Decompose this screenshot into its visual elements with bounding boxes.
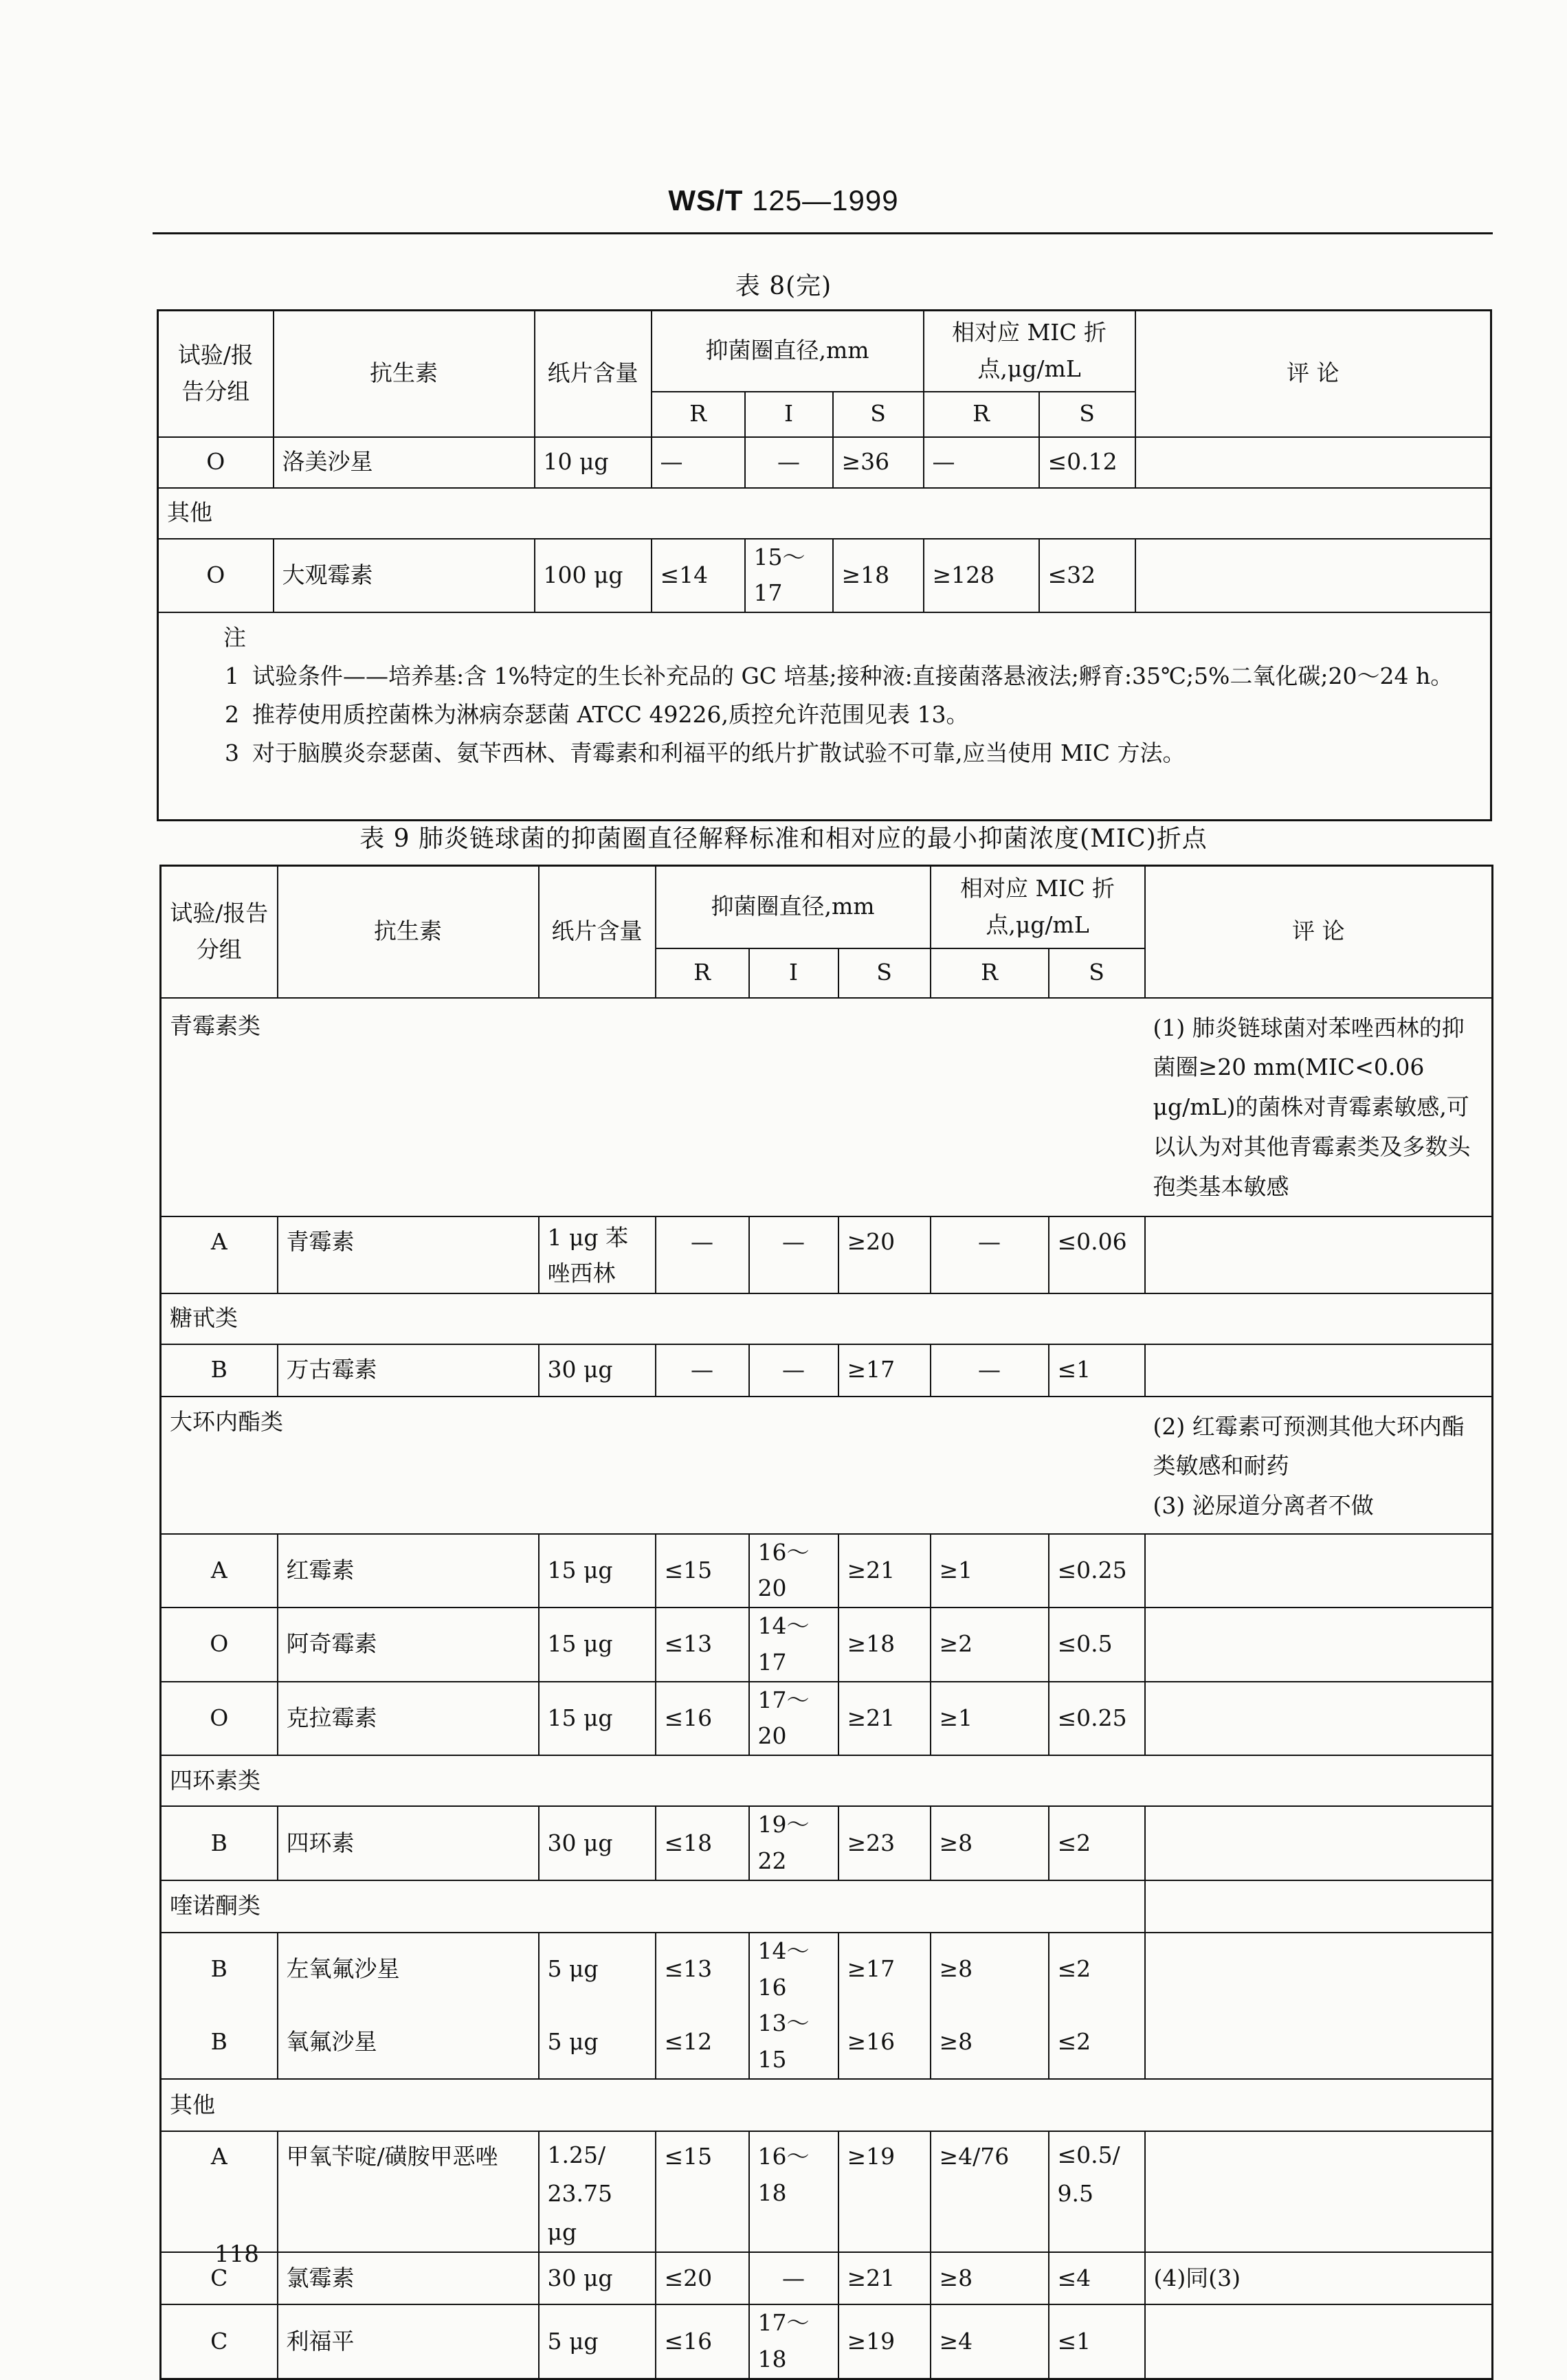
table-row — [158, 539, 1491, 613]
table-row — [161, 1608, 1493, 1682]
cell-disk: 100 μg — [535, 539, 652, 613]
cell-comment — [1145, 1933, 1493, 2006]
cell-mR: ≥8 — [931, 1933, 1049, 2006]
t9-head-mR: R — [931, 948, 1049, 998]
cell-R: ≤12 — [656, 2005, 749, 2079]
section-row — [161, 1880, 1493, 1933]
cell-R: — — [656, 1344, 749, 1397]
table-row — [161, 1216, 1493, 1293]
t9-head-zone: 抑菌圈直径,mm — [656, 866, 931, 948]
table-row — [158, 437, 1491, 488]
t9-head-I: I — [749, 948, 838, 998]
cell-comment — [1145, 2131, 1493, 2252]
cell-group: B — [161, 1806, 278, 1880]
note-text: 对于脑膜炎奈瑟菌、氨苄西林、青霉素和利福平的纸片扩散试验不可靠,应当使用 MIC 方法。 — [252, 739, 1186, 767]
note-text: 试验条件——培养基:含 1%特定的生长补充品的 GC 培基;接种液:直接菌落悬液法;孵育:35℃;5%二氧化碳;20～24 h。 — [252, 663, 1454, 690]
cell-R: ≤14 — [652, 539, 745, 613]
section-label: 大环内酯类 — [161, 1397, 1145, 1534]
cell-R: — — [656, 1216, 749, 1293]
cell-mR: ≥2 — [931, 1608, 1049, 1682]
cell-drug: 利福平 — [278, 2304, 539, 2379]
cell-comment — [1145, 2304, 1493, 2379]
cell-R: ≤13 — [656, 1608, 749, 1682]
table-row — [161, 2252, 1493, 2304]
table-row — [161, 2131, 1493, 2252]
cell-drug: 青霉素 — [278, 1216, 539, 1293]
cell-comment — [1145, 1682, 1493, 1756]
section-label: 青霉素类 — [161, 998, 1145, 1216]
cell-S: ≥19 — [838, 2304, 931, 2379]
t9-head-comment: 评 论 — [1145, 866, 1493, 998]
section-comment: (2) 红霉素可预测其他大环内酯类敏感和耐药 (3) 泌尿道分离者不做 — [1145, 1397, 1493, 1534]
note-item — [225, 696, 1471, 734]
cell-R: ≤18 — [656, 1806, 749, 1880]
cell-comment — [1145, 2005, 1493, 2079]
cell-I: 17～18 — [749, 2304, 838, 2379]
cell-mS: ≤2 — [1049, 2005, 1145, 2079]
cell-mS: ≤0.5 — [1049, 1608, 1145, 1682]
cell-group: O — [161, 1682, 278, 1756]
cell-mR: ≥8 — [931, 2005, 1049, 2079]
cell-group: B — [161, 1344, 278, 1397]
cell-group: O — [158, 539, 274, 613]
cell-comment — [1135, 437, 1491, 488]
cell-drug: 红霉素 — [278, 1534, 539, 1608]
cell-disk: 30 μg — [539, 2252, 656, 2304]
cell-disk: 15 μg — [539, 1682, 656, 1756]
t8-head-mS: S — [1039, 392, 1135, 437]
cell-R: ≤16 — [656, 2304, 749, 2379]
table-row — [161, 1806, 1493, 1880]
cell-drug: 氯霉素 — [278, 2252, 539, 2304]
note-number: 3 — [225, 739, 239, 767]
cell-group: B — [161, 1933, 278, 2006]
t9-head-R: R — [656, 948, 749, 998]
cell-I: 16～20 — [749, 1534, 838, 1608]
t8-head-mic: 相对应 MIC 折点,μg/mL — [924, 311, 1135, 392]
cell-R: ≤15 — [656, 1534, 749, 1608]
cell-group: A — [161, 1534, 278, 1608]
section-label: 糖甙类 — [161, 1293, 1493, 1344]
t9-head-mS: S — [1049, 948, 1145, 998]
table-row — [161, 1344, 1493, 1397]
cell-mR: — — [931, 1344, 1049, 1397]
table-row — [161, 1933, 1493, 2006]
cell-mS: ≤4 — [1049, 2252, 1145, 2304]
cell-S: ≥20 — [838, 1216, 931, 1293]
table8 — [157, 309, 1492, 821]
cell-mS: ≤1 — [1049, 1344, 1145, 1397]
cell-comment — [1145, 1534, 1493, 1608]
cell-I: 14～16 — [749, 1933, 838, 2006]
t9-head-S: S — [838, 948, 931, 998]
cell-mS: ≤32 — [1039, 539, 1135, 613]
cell-mS: ≤2 — [1049, 1806, 1145, 1880]
t8-head-disk: 纸片含量 — [535, 311, 652, 437]
cell-I: 17～20 — [749, 1682, 838, 1756]
cell-group: B — [161, 2005, 278, 2079]
cell-mS: ≤0.5/ 9.5 — [1049, 2131, 1145, 2252]
section-label: 喹诺酮类 — [161, 1880, 1145, 1933]
cell-S: ≥17 — [838, 1344, 931, 1397]
cell-group: O — [158, 437, 274, 488]
cell-mR: — — [924, 437, 1039, 488]
t8-head-comment: 评 论 — [1135, 311, 1491, 437]
section-row — [161, 2079, 1493, 2131]
t8-head-R: R — [652, 392, 745, 437]
note-number: 2 — [225, 701, 239, 729]
cell-I: — — [745, 437, 833, 488]
cell-I: 15～17 — [745, 539, 833, 613]
cell-I: 16～18 — [749, 2131, 838, 2252]
cell-drug: 万古霉素 — [278, 1344, 539, 1397]
section-row — [161, 998, 1493, 1216]
section-row — [161, 1755, 1493, 1806]
cell-drug: 氧氟沙星 — [278, 2005, 539, 2079]
table9 — [159, 865, 1493, 2380]
cell-group: C — [161, 2304, 278, 2379]
note-item — [225, 657, 1471, 696]
cell-mS: ≤0.25 — [1049, 1534, 1145, 1608]
cell-mS: ≤0.12 — [1039, 437, 1135, 488]
cell-S: ≥23 — [838, 1806, 931, 1880]
cell-mS: ≤0.25 — [1049, 1682, 1145, 1756]
cell-mR: ≥8 — [931, 1806, 1049, 1880]
cell-I: 14～17 — [749, 1608, 838, 1682]
cell-mS: ≤2 — [1049, 1933, 1145, 2006]
cell-comment — [1145, 1216, 1493, 1293]
cell-I: 13～15 — [749, 2005, 838, 2079]
t8-head-S: S — [833, 392, 924, 437]
notes-title: 注 — [223, 624, 246, 652]
cell-disk: 1.25/ 23.75 μg — [539, 2131, 656, 2252]
cell-mR: ≥128 — [924, 539, 1039, 613]
cell-comment — [1135, 539, 1491, 613]
note-item — [225, 734, 1471, 772]
t8-head-I: I — [745, 392, 833, 437]
cell-group: O — [161, 1608, 278, 1682]
cell-I: 19～22 — [749, 1806, 838, 1880]
cell-disk: 15 μg — [539, 1534, 656, 1608]
section-row — [161, 1397, 1493, 1534]
cell-comment — [1145, 1344, 1493, 1397]
section-label: 其他 — [161, 2079, 1493, 2131]
notes-row — [158, 612, 1491, 820]
note-number: 1 — [225, 663, 239, 690]
cell-S: ≥16 — [838, 2005, 931, 2079]
t8-head-mR: R — [924, 392, 1039, 437]
section-comment — [1145, 1880, 1493, 1933]
cell-R: ≤13 — [656, 1933, 749, 2006]
cell-disk: 5 μg — [539, 1933, 656, 2006]
cell-group: A — [161, 2131, 278, 2252]
t9-head-drug: 抗生素 — [278, 866, 539, 998]
cell-S: ≥21 — [838, 1682, 931, 1756]
page-number: 118 — [214, 2240, 259, 2268]
section-row — [161, 1293, 1493, 1344]
cell-mS: ≤0.06 — [1049, 1216, 1145, 1293]
section-label: 其他 — [158, 488, 1491, 539]
cell-comment — [1145, 1806, 1493, 1880]
cell-disk: 5 μg — [539, 2005, 656, 2079]
cell-disk: 15 μg — [539, 1608, 656, 1682]
cell-mR: ≥4/76 — [931, 2131, 1049, 2252]
cell-drug: 洛美沙星 — [274, 437, 535, 488]
cell-disk: 5 μg — [539, 2304, 656, 2379]
cell-S: ≥36 — [833, 437, 924, 488]
table-row — [161, 2304, 1493, 2379]
cell-disk: 30 μg — [539, 1806, 656, 1880]
cell-drug: 克拉霉素 — [278, 1682, 539, 1756]
cell-disk: 30 μg — [539, 1344, 656, 1397]
cell-S: ≥19 — [838, 2131, 931, 2252]
cell-drug: 甲氧苄啶/磺胺甲恶唑 — [278, 2131, 539, 2252]
cell-S: ≥21 — [838, 2252, 931, 2304]
cell-mR: — — [931, 1216, 1049, 1293]
table-row — [161, 1682, 1493, 1756]
t9-head-disk: 纸片含量 — [539, 866, 656, 998]
note-text: 推荐使用质控菌株为淋病奈瑟菌 ATCC 49226,质控允许范围见表 13。 — [252, 701, 969, 729]
cell-R: — — [652, 437, 745, 488]
table-row — [161, 2005, 1493, 2079]
table8-caption: 表 8(完) — [735, 272, 832, 300]
table-row — [161, 1534, 1493, 1608]
cell-mR: ≥1 — [931, 1534, 1049, 1608]
t8-head-drug: 抗生素 — [274, 311, 535, 437]
cell-drug: 四环素 — [278, 1806, 539, 1880]
table9-caption: 表 9 肺炎链球菌的抑菌圈直径解释标准和相对应的最小抑菌浓度(MIC)折点 — [359, 825, 1208, 853]
t8-head-group: 试验/报告分组 — [158, 311, 274, 437]
cell-drug: 大观霉素 — [274, 539, 535, 613]
cell-disk: 10 μg — [535, 437, 652, 488]
cell-S: ≥17 — [838, 1933, 931, 2006]
cell-drug: 阿奇霉素 — [278, 1608, 539, 1682]
cell-R: ≤15 — [656, 2131, 749, 2252]
cell-R: ≤20 — [656, 2252, 749, 2304]
t9-head-mic: 相对应 MIC 折点,μg/mL — [931, 866, 1145, 948]
header-rule — [153, 232, 1493, 234]
cell-I: — — [749, 2252, 838, 2304]
cell-I: — — [749, 1216, 838, 1293]
section-label: 四环素类 — [161, 1755, 1493, 1806]
notes-cell — [158, 612, 1491, 820]
cell-I: — — [749, 1344, 838, 1397]
cell-comment — [1145, 1608, 1493, 1682]
cell-comment: (4)同(3) — [1145, 2252, 1493, 2304]
cell-mS: ≤1 — [1049, 2304, 1145, 2379]
standard-year: 1999 — [832, 184, 899, 216]
cell-group: A — [161, 1216, 278, 1293]
cell-S: ≥18 — [838, 1608, 931, 1682]
cell-mR: ≥4 — [931, 2304, 1049, 2379]
section-comment: (1) 肺炎链球菌对苯唑西林的抑菌圈≥20 mm(MIC<0.06 μg/mL)的菌株对青霉素敏感,可以认为对其他青霉素类及多数头孢类基本敏感 — [1145, 998, 1493, 1216]
cell-S: ≥18 — [833, 539, 924, 613]
standard-code: WS/T — [668, 184, 744, 216]
cell-S: ≥21 — [838, 1534, 931, 1608]
standard-header — [0, 184, 1567, 217]
cell-drug: 左氧氟沙星 — [278, 1933, 539, 2006]
cell-group: C — [161, 2252, 278, 2304]
cell-mR: ≥8 — [931, 2252, 1049, 2304]
cell-disk: 1 μg 苯唑西林 — [539, 1216, 656, 1293]
cell-mR: ≥1 — [931, 1682, 1049, 1756]
t8-head-zone: 抑菌圈直径,mm — [652, 311, 924, 392]
standard-dash: — — [802, 184, 832, 216]
t9-head-group: 试验/报告分组 — [161, 866, 278, 998]
standard-number: 125 — [752, 184, 803, 216]
section-row — [158, 488, 1491, 539]
cell-R: ≤16 — [656, 1682, 749, 1756]
